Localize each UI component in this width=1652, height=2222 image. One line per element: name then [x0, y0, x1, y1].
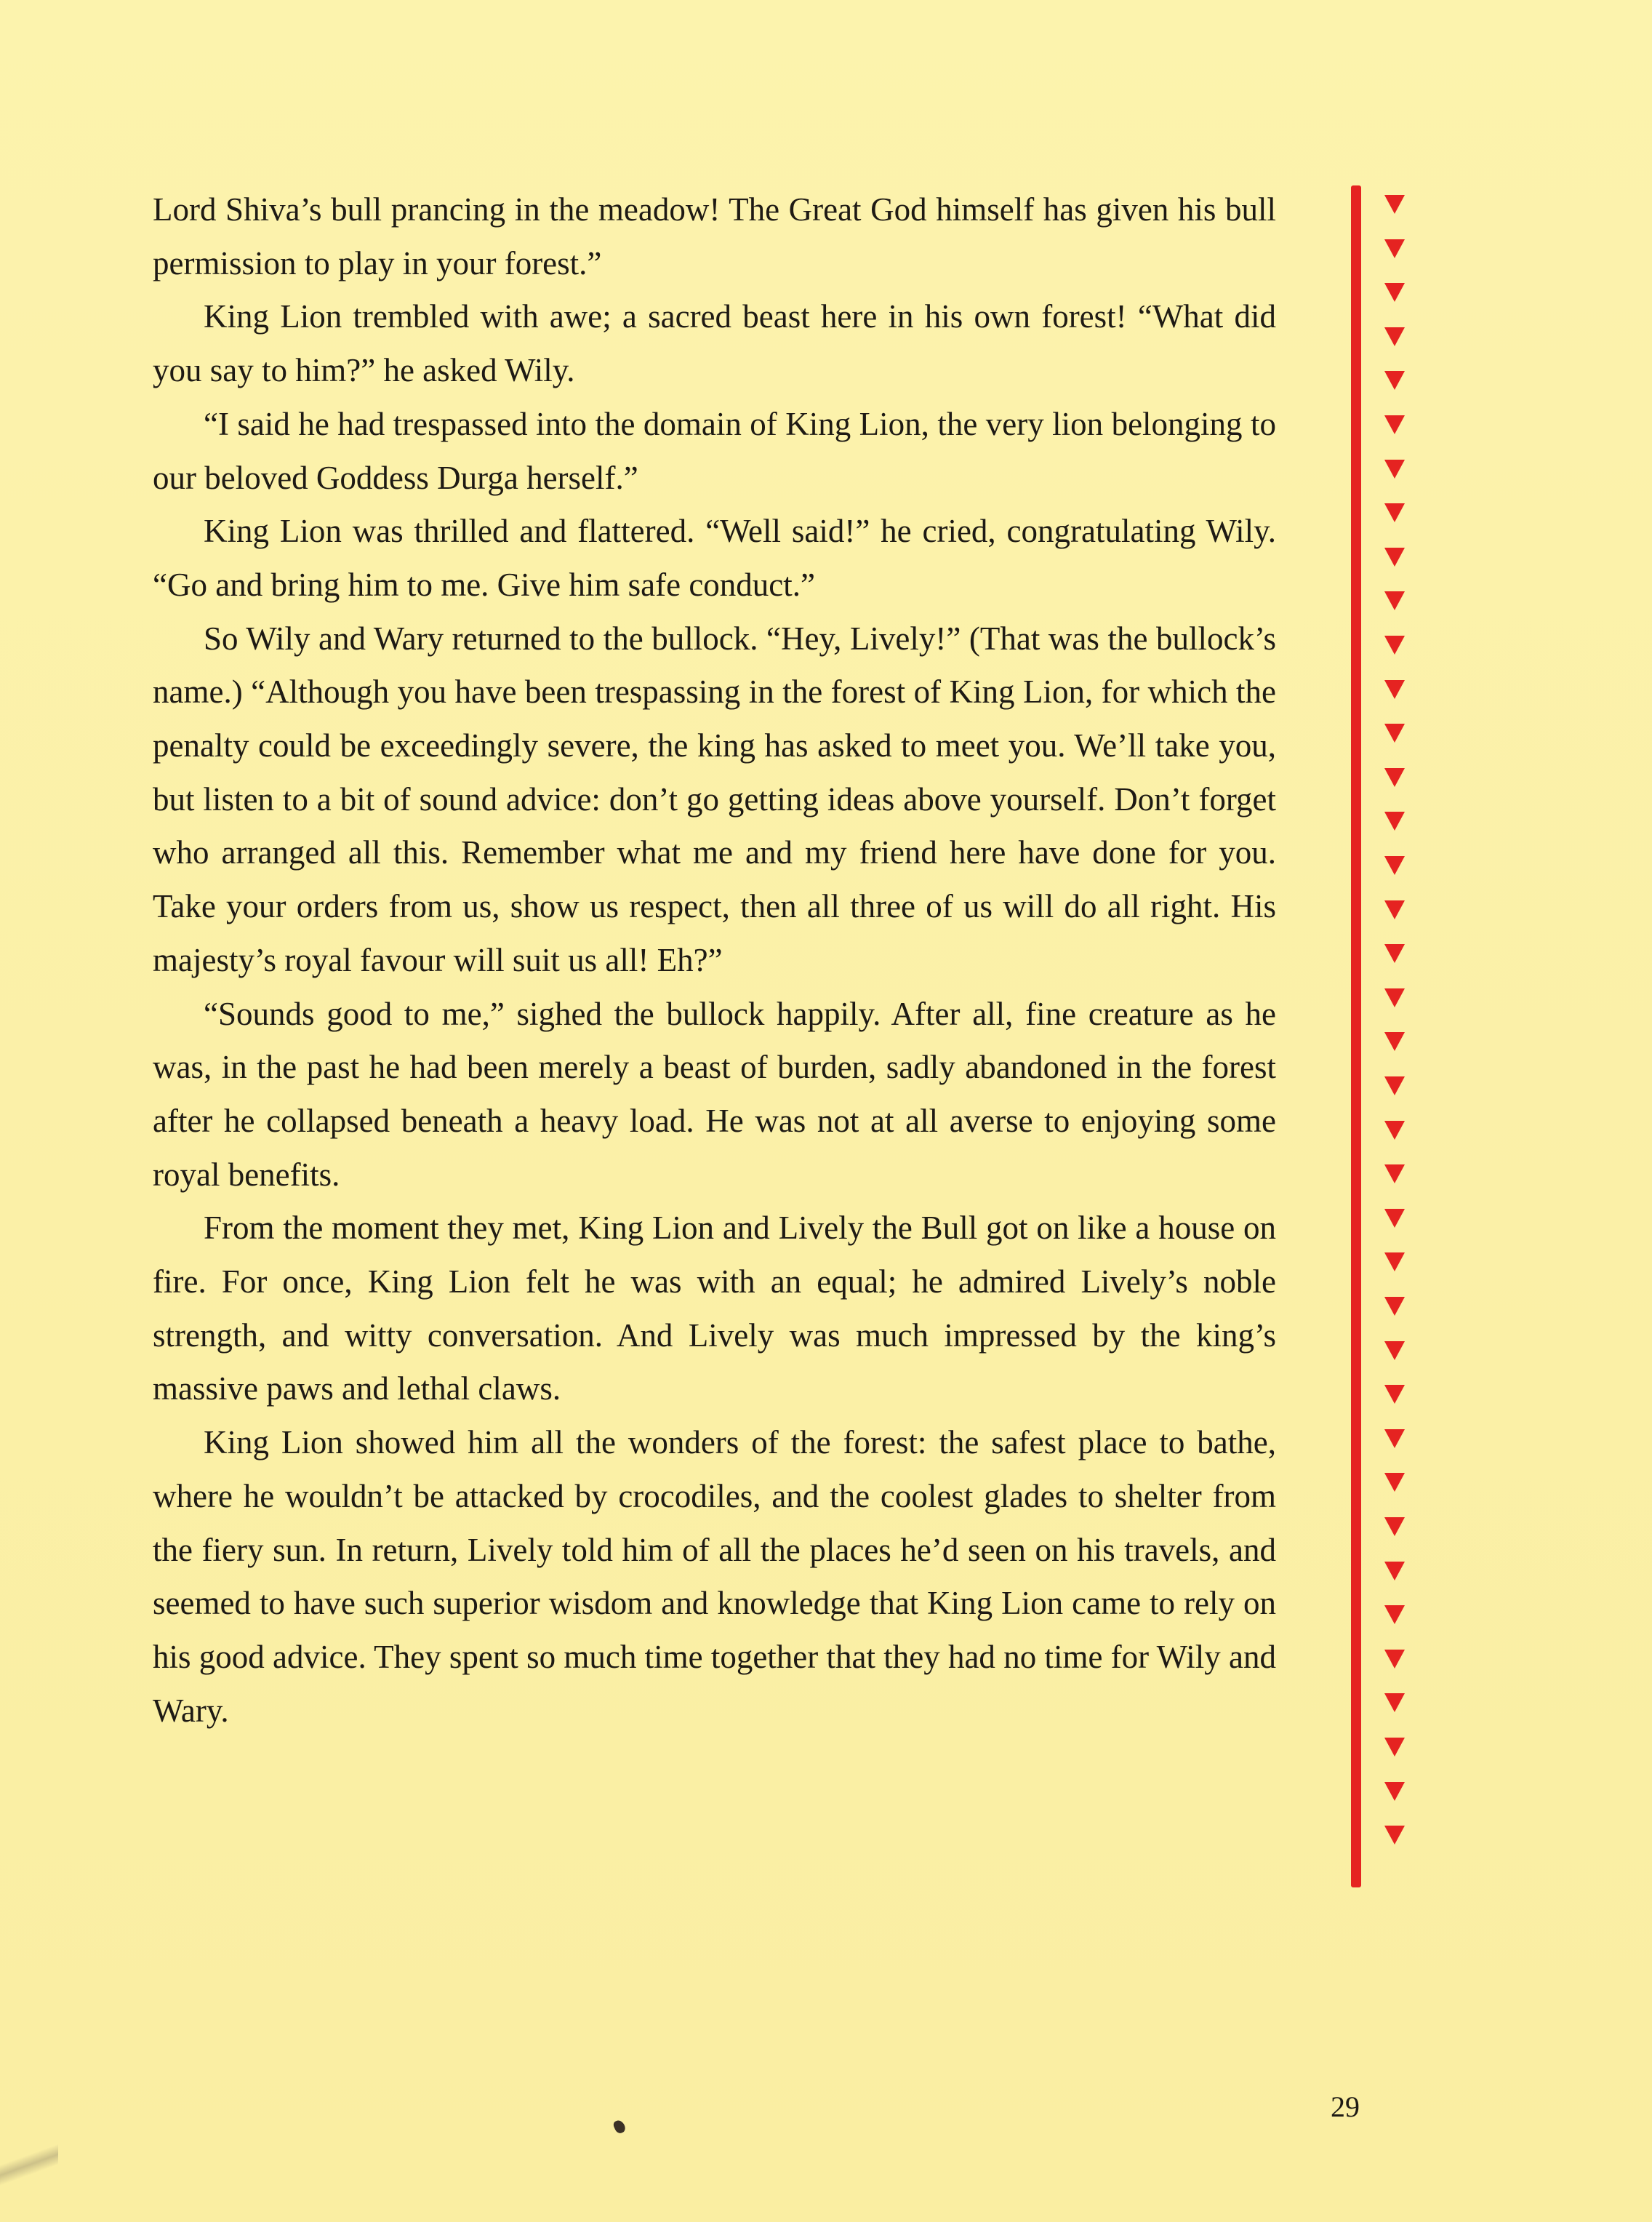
red-downward-triangle-icon: [1384, 239, 1405, 258]
red-downward-triangle-icon: [1384, 1605, 1405, 1624]
paragraph-3: “I said he had trespassed into the domain of King Lion, the very lion belonging to our beloved Goddess Durga herself.”: [153, 405, 1276, 496]
red-downward-triangle-icon: [1384, 1429, 1405, 1448]
paragraph-7: From the moment they met, King Lion and Lively the Bull got on like a house on fire. For once, King Lion felt he was with an equal; he admired Lively’s noble strength, and witty conversation. And Lively was much impressed by the king’s massive paws and lethal claws.: [153, 1210, 1276, 1407]
page-corner-mark: [0, 2113, 58, 2222]
red-downward-triangle-icon: [1384, 1297, 1405, 1316]
red-downward-triangle-icon: [1384, 283, 1405, 302]
paragraph-2: King Lion trembled with awe; a sacred beast here in his own forest! “What did you say to him?” he asked Wily.: [153, 298, 1276, 389]
paragraph-1: Lord Shiva’s bull prancing in the meadow! The Great God himself has given his bull permission to play in your forest.”: [153, 191, 1276, 281]
ink-speck: [612, 2119, 627, 2135]
red-downward-triangle-icon: [1384, 371, 1405, 390]
triangle-marker-border: [1380, 195, 1409, 1897]
red-downward-triangle-icon: [1384, 1562, 1405, 1580]
red-downward-triangle-icon: [1384, 591, 1405, 610]
red-downward-triangle-icon: [1384, 1826, 1405, 1845]
red-border-rule: [1351, 185, 1361, 1887]
red-downward-triangle-icon: [1384, 680, 1405, 699]
red-downward-triangle-icon: [1384, 724, 1405, 743]
red-downward-triangle-icon: [1384, 1032, 1405, 1051]
red-downward-triangle-icon: [1384, 988, 1405, 1007]
red-downward-triangle-icon: [1384, 900, 1405, 919]
red-downward-triangle-icon: [1384, 1738, 1405, 1757]
red-downward-triangle-icon: [1384, 1121, 1405, 1140]
red-downward-triangle-icon: [1384, 1693, 1405, 1712]
red-downward-triangle-icon: [1384, 1341, 1405, 1360]
red-downward-triangle-icon: [1384, 1076, 1405, 1095]
paragraph-5: So Wily and Wary returned to the bullock. “Hey, Lively!” (That was the bullock’s name.) “Although you have been trespassing in the forest of King Lion, for which the penalty could be exceedingly severe, the king has asked to meet you. We’ll take you, but listen to a bit of sound advice: don’t go getting ideas above yourself. Don’t forget who arranged all this. Remember what me and my friend here have done for you. Take your orders from us, show us respect, then all three of us will do all right. His majesty’s royal favour will suit us all! Eh?”: [153, 620, 1276, 978]
red-downward-triangle-icon: [1384, 944, 1405, 963]
page-number: 29: [1331, 2090, 1360, 2123]
red-downward-triangle-icon: [1384, 503, 1405, 522]
red-downward-triangle-icon: [1384, 415, 1405, 434]
red-downward-triangle-icon: [1384, 460, 1405, 479]
red-downward-triangle-icon: [1384, 1650, 1405, 1669]
red-downward-triangle-icon: [1384, 195, 1405, 214]
red-downward-triangle-icon: [1384, 1209, 1405, 1228]
red-downward-triangle-icon: [1384, 1385, 1405, 1404]
red-downward-triangle-icon: [1384, 548, 1405, 567]
red-downward-triangle-icon: [1384, 327, 1405, 346]
story-text: [153, 183, 1276, 1738]
red-downward-triangle-icon: [1384, 1782, 1405, 1801]
red-downward-triangle-icon: [1384, 1517, 1405, 1536]
paragraph-4: King Lion was thrilled and flattered. “Well said!” he cried, congratulating Wily. “Go and bring him to me. Give him safe conduct.”: [153, 513, 1276, 603]
red-downward-triangle-icon: [1384, 812, 1405, 831]
red-downward-triangle-icon: [1384, 636, 1405, 655]
red-downward-triangle-icon: [1384, 1473, 1405, 1492]
red-downward-triangle-icon: [1384, 768, 1405, 787]
paragraph-8: King Lion showed him all the wonders of the forest: the safest place to bathe, where he wouldn’t be attacked by crocodiles, and the coolest glades to shelter from the fiery sun. In return, Lively told him of all the places he’d seen on his travels, and seemed to have such superior wisdom and knowledge that King Lion came to rely on his good advice. They spent so much time together that they had no time for Wily and Wary.: [153, 1424, 1276, 1729]
red-downward-triangle-icon: [1384, 1164, 1405, 1183]
paragraph-6: “Sounds good to me,” sighed the bullock happily. After all, fine creature as he was, in the past he had been merely a beast of burden, sadly abandoned in the forest after he collapsed beneath a heavy load. He was not at all averse to enjoying some royal benefits.: [153, 995, 1276, 1193]
red-downward-triangle-icon: [1384, 1252, 1405, 1271]
red-downward-triangle-icon: [1384, 856, 1405, 875]
